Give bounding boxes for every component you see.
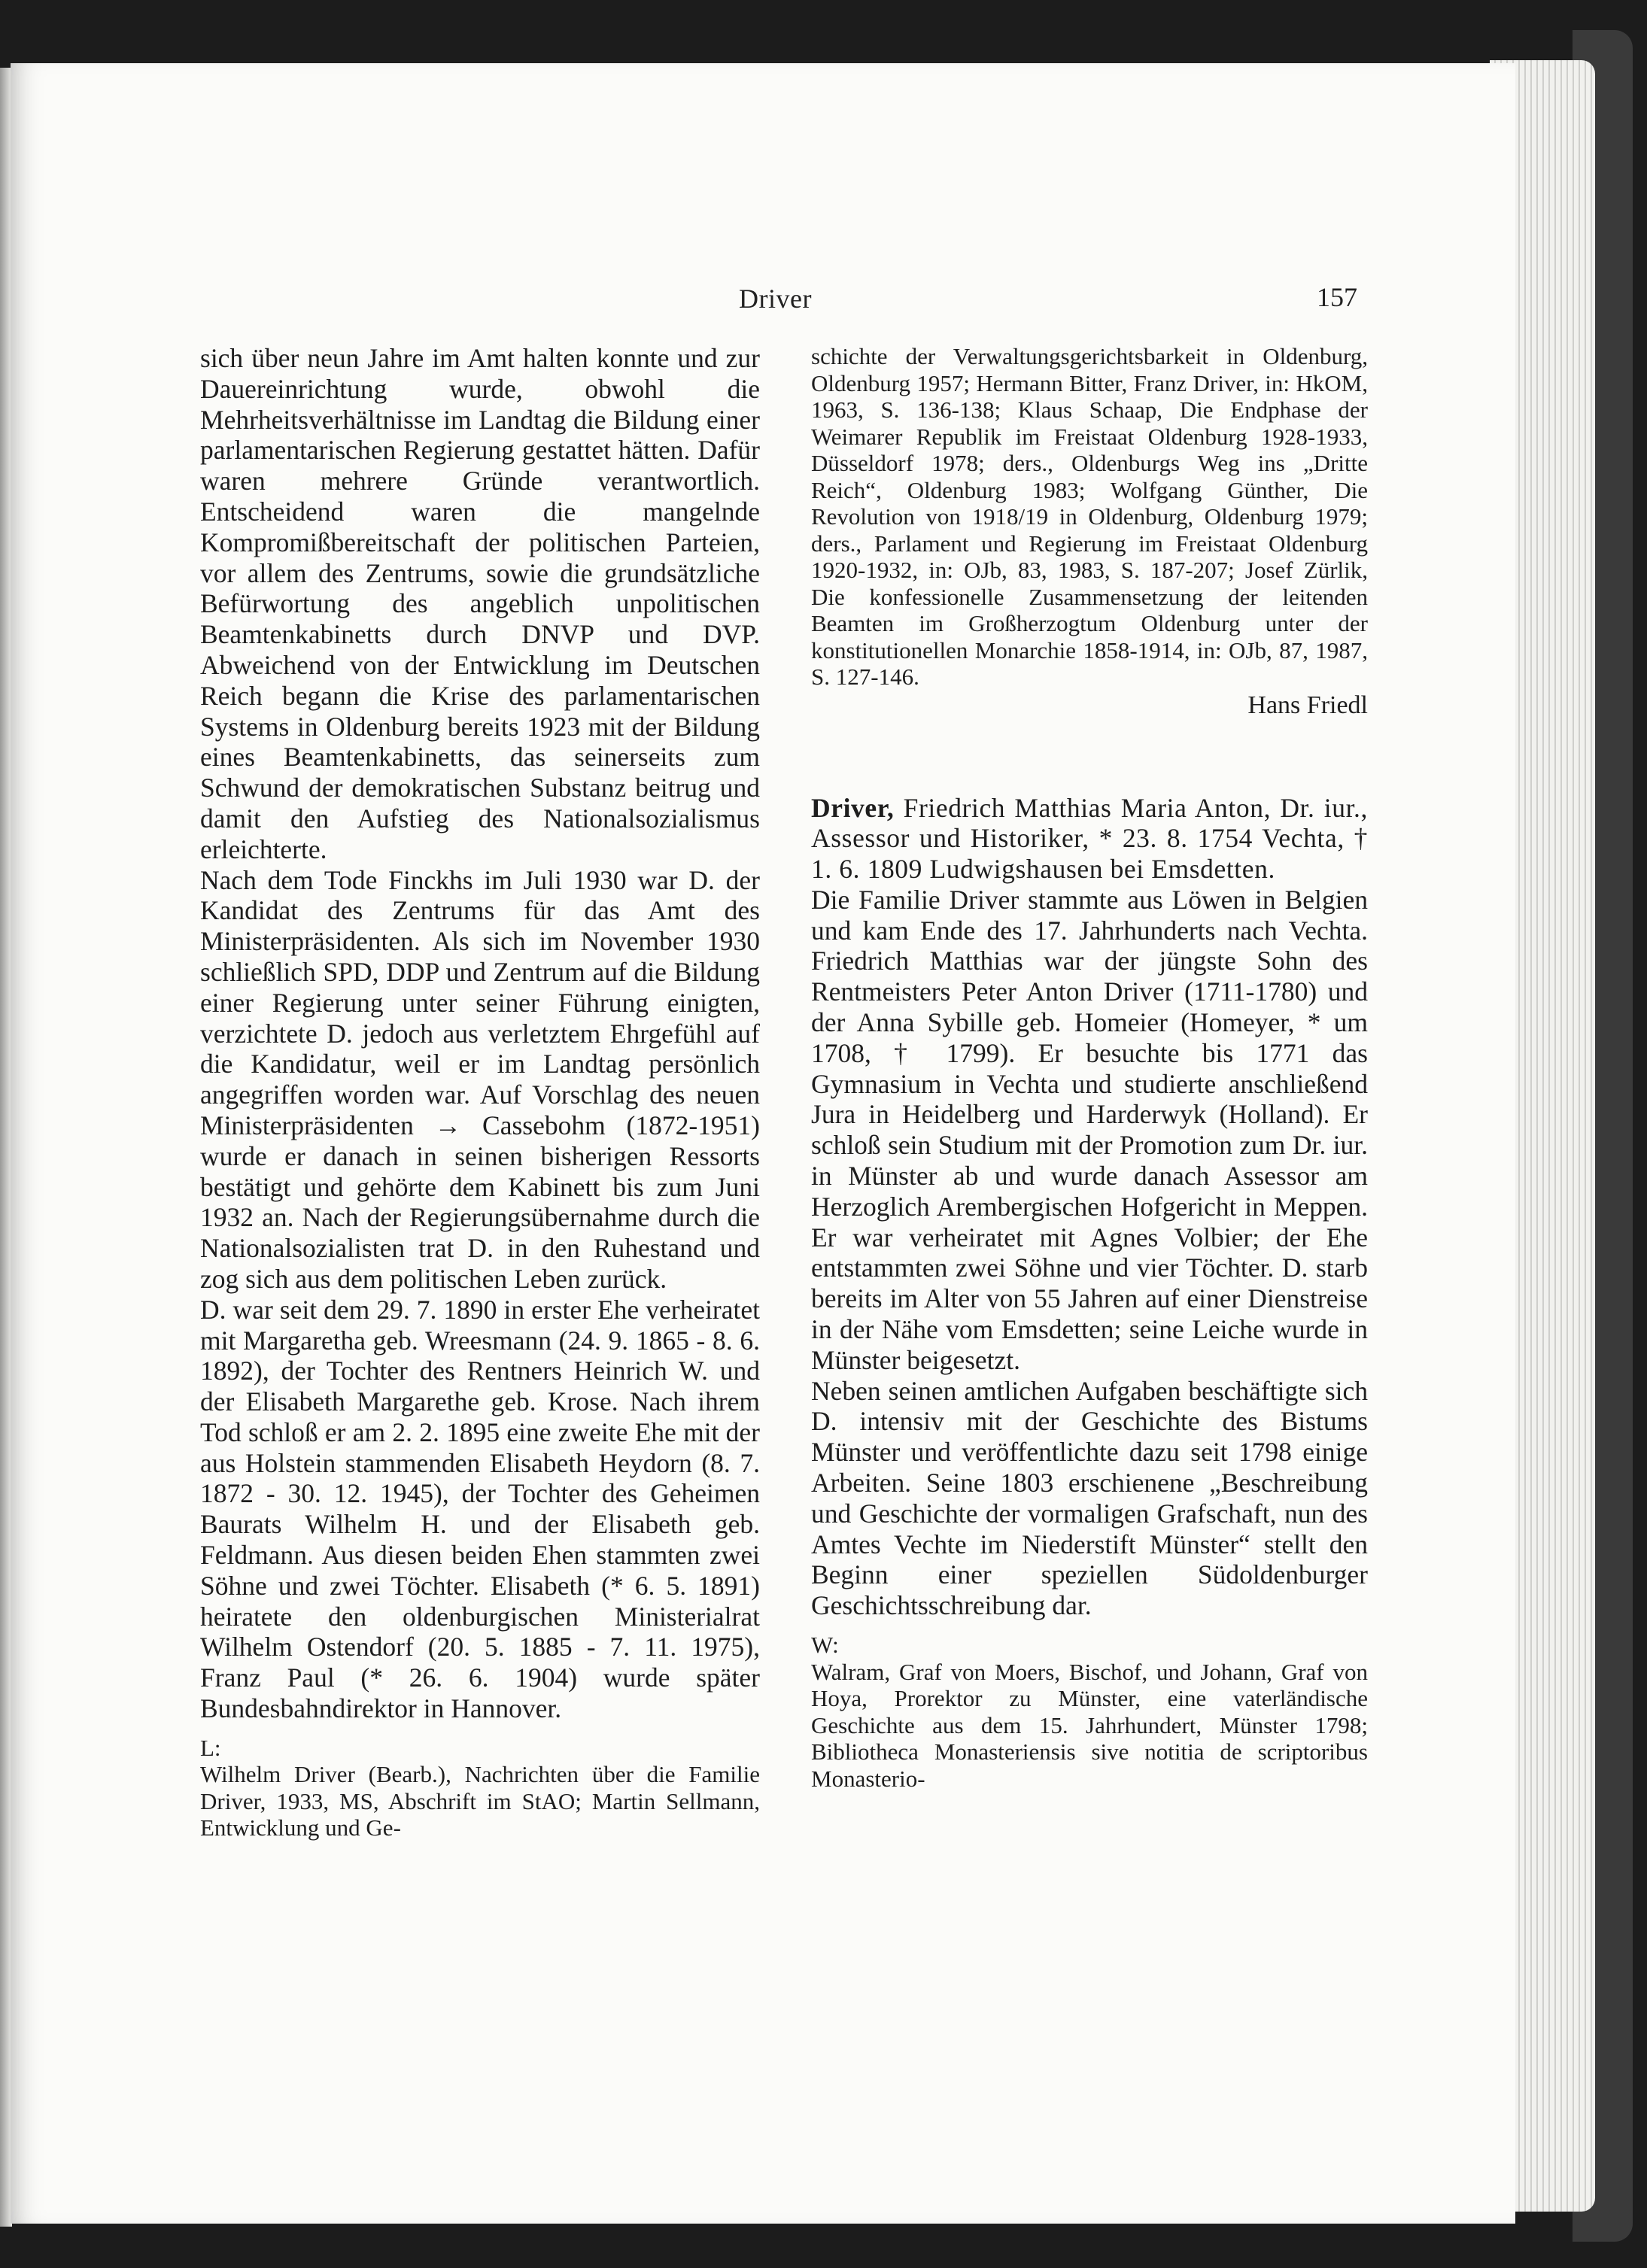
entry-heading bbox=[811, 793, 1368, 885]
paragraph: sich über neun Jahre im Amt halten konnte und zur Dauereinrichtung wurde, obwohl die Mehrheitsverhältnisse im Landtag die Bildung einer parlamentarischen Regierung gestattet hätten. Dafür waren mehrere Gründe verantwortlich. Entscheidend waren die mangelnde Kompromißbereitschaft der politischen Parteien, vor allem des Zentrums, sowie die grundsätzliche Befürwortung des angeblich unpolitischen Beamtenkabinetts durch DNVP und DVP. Abweichend von der Entwicklung im Deutschen Reich begann die Krise des parlamentarischen Systems in Oldenburg bereits 1923 mit der Bildung eines Beamtenkabinetts, das seinerseits zum Schwund der demokratischen Substanz beitrug und damit den Aufstieg des Nationalsozialismus erleichterte. bbox=[200, 343, 760, 864]
literature-continued: schichte der Verwaltungsgerichtsbarkeit in Oldenburg, Oldenburg 1957; Hermann Bitter, Franz Driver, in: HkOM, 1963, S. 136-138; Klaus Schaap, Die Endphase der Weimarer Republik im Freistaat Oldenburg 1928-1933, Düsseldorf 1978; ders., Oldenburgs Weg ins „Dritte Reich“, Oldenburg 1983; Wolfgang Günther, Die Revolution von 1918/19 in Oldenburg, Oldenburg 1979; ders., Parlament und Regierung im Freistaat Oldenburg 1920-1932, in: OJb, 83, 1983, S. 187-207; Josef Zürlik, Die konfessionelle Zusammensetzung der leitenden Beamten im Großherzogtum Oldenburg unter der konstitutionellen Monarchie 1858-1914, in: OJb, 87, 1987, S. 127-146. bbox=[811, 343, 1368, 690]
works-text: Walram, Graf von Moers, Bischof, und Johann, Graf von Hoya, Prorektor zu Münster, eine vaterländische Geschichte aus dem 15. Jahrhundert, Münster 1798; Bibliotheca Monasteriensis sive notitia de scriptoribus Monasterio- bbox=[811, 1658, 1368, 1792]
entry-heading-text: Friedrich Matthias Maria Anton, Dr. iur., Assessor und Historiker, * 23. 8. 1754 Vechta, † 1. 6. 1809 Ludwigshausen bei Emsdetten. bbox=[811, 792, 1368, 885]
literature-text: Wilhelm Driver (Bearb.), Nachrichten über die Familie Driver, 1933, MS, Abschrift im StAO; Martin Sellmann, Entwicklung und Ge- bbox=[200, 1761, 760, 1841]
paragraph: D. war seit dem 29. 7. 1890 in erster Ehe verheiratet mit Margaretha geb. Wreesmann (24. 9. 1865 - 8. 6. 1892), der Tochter des Rentners Heinrich W. und der Elisabeth Margarethe geb. Krose. Nach ihrem Tod schloß er am 2. 2. 1895 eine zweite Ehe mit der aus Holstein stammenden Elisabeth Heydorn (8. 7. 1872 - 30. 12. 1945), der Tochter des Geheimen Baurats Wilhelm H. und der Elisabeth geb. Feldmann. Aus diesen beiden Ehen stammten zwei Söhne und zwei Töchter. Elisabeth (* 6. 5. 1891) heiratete den oldenburgischen Ministerialrat Wilhelm Ostendorf (20. 5. 1885 - 7. 11. 1975), Franz Paul (* 26. 6. 1904) wurde später Bundesbahndirektor in Hannover. bbox=[200, 1294, 760, 1724]
right-column bbox=[811, 343, 1368, 1792]
literature-label: L: bbox=[200, 1734, 221, 1761]
works-label: W: bbox=[811, 1632, 839, 1659]
paragraph: Neben seinen amtlichen Aufgaben beschäftigte sich D. intensiv mit der Geschichte des Bistums Münster und veröffentlichte dazu seit 1798 einige Arbeiten. Seine 1803 erschienene „Beschreibung und Geschichte der vormaligen Grafschaft, nun des Amtes Vechte im Niederstift Münster“ stellt den Beginn einer speziellen Südoldenburger Geschichtsschreibung dar. bbox=[811, 1375, 1368, 1621]
page-number: 157 bbox=[1317, 282, 1357, 312]
book-page bbox=[11, 63, 1515, 2224]
author-signature: Hans Friedl bbox=[1247, 691, 1368, 719]
paragraph: Nach dem Tode Finckhs im Juli 1930 war D. der Kandidat des Zentrums für das Amt des Ministerpräsidenten. Als sich im November 1930 schließlich SPD, DDP und Zentrum auf die Bildung einer Regierung unter seiner Führung einigten, verzichtete D. jedoch aus verletztem Ehrgefühl auf die Kandidatur, weil er im Landtag persönlich angegriffen worden war. Auf Vorschlag des neuen Ministerpräsidenten → Cassebohm (1872-1951) wurde er danach in seinen bisherigen Ressorts bestätigt und gehörte dem Kabinett bis zum Juni 1932 an. Nach der Regierungsübernahme durch die Nationalsozialisten trat D. in den Ruhestand und zog sich aus dem politischen Leben zurück. bbox=[200, 864, 760, 1294]
left-column bbox=[200, 343, 760, 1841]
paragraph: Die Familie Driver stammte aus Löwen in Belgien und kam Ende des 17. Jahrhunderts nach Vechta. Friedrich Matthias war der jüngste Sohn des Rentmeisters Peter Anton Driver (1711-1780) und der Anna Sybille geb. Homeier (Homeyer, * um 1708, † 1799). Er besuchte bis 1771 das Gymnasium in Vechta und studierte anschließend Jura in Heidelberg und Harderwyk (Holland). Er schloß sein Studium mit der Promotion zum Dr. iur. in Münster ab und wurde danach Assessor am Herzoglich Arembergischen Hofgericht in Meppen. Er war verheiratet mit Agnes Volbier; der Ehe entstammten zwei Söhne und vier Töchter. D. starb bereits im Alter von 55 Jahren auf einer Dienstreise in der Nähe vom Emsdetten; seine Leiche wurde in Münster beigesetzt. bbox=[811, 884, 1368, 1375]
running-head: Driver bbox=[739, 284, 812, 314]
biography-entry bbox=[811, 793, 1368, 1793]
entry-name: Driver, bbox=[811, 792, 895, 823]
